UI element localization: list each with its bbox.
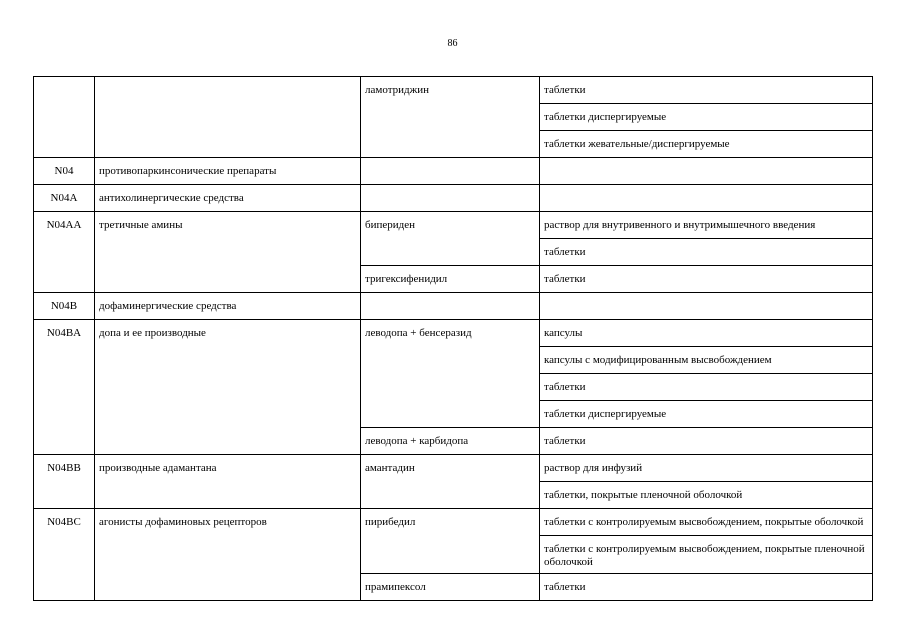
drug-name-cell: бипериден: [361, 212, 540, 266]
drug-name-cell: [361, 158, 540, 185]
dosage-form-cell: таблетки: [540, 77, 873, 104]
group-name-cell: [95, 77, 361, 158]
dosage-form-cell: таблетки: [540, 239, 873, 266]
table-row: [34, 212, 873, 239]
dosage-form-cell: раствор для внутривенного и внутримышечного введения: [540, 212, 873, 239]
table-row: [34, 509, 873, 536]
dosage-form-cell: таблетки, покрытые пленочной оболочкой: [540, 482, 873, 509]
dosage-form-cell: таблетки: [540, 574, 873, 601]
drug-list-table: [33, 76, 873, 601]
group-name-cell: противопаркинсонические препараты: [95, 158, 361, 185]
atc-code-cell: N04B: [34, 293, 95, 320]
table-row: [34, 77, 873, 104]
atc-code-cell: N04: [34, 158, 95, 185]
atc-code-cell: [34, 77, 95, 158]
drug-name-cell: [361, 293, 540, 320]
dosage-form-cell: таблетки жевательные/диспергируемые: [540, 131, 873, 158]
table-row: [34, 158, 873, 185]
page-number: 86: [447, 38, 458, 49]
dosage-form-cell: таблетки с контролируемым высвобождением, покрытые оболочкой: [540, 509, 873, 536]
group-name-cell: производные адамантана: [95, 455, 361, 509]
table-row: [34, 293, 873, 320]
drug-name-cell: леводопа + карбидопа: [361, 428, 540, 455]
dosage-form-cell: капсулы: [540, 320, 873, 347]
dosage-form-cell: таблетки с контролируемым высвобождением, покрытые пленочной оболочкой: [540, 536, 873, 574]
dosage-form-cell: таблетки: [540, 266, 873, 293]
dosage-form-cell: [540, 185, 873, 212]
group-name-cell: третичные амины: [95, 212, 361, 293]
group-name-cell: дофаминергические средства: [95, 293, 361, 320]
drug-name-cell: прамипексол: [361, 574, 540, 601]
table-row: [34, 320, 873, 347]
dosage-form-cell: [540, 293, 873, 320]
atc-code-cell: N04AA: [34, 212, 95, 293]
drug-name-cell: амантадин: [361, 455, 540, 509]
dosage-form-cell: таблетки: [540, 428, 873, 455]
drug-name-cell: [361, 185, 540, 212]
table-row: [34, 455, 873, 482]
drug-name-cell: леводопа + бенсеразид: [361, 320, 540, 428]
drug-name-cell: пирибедил: [361, 509, 540, 574]
group-name-cell: антихолинергические средства: [95, 185, 361, 212]
atc-code-cell: N04BA: [34, 320, 95, 455]
group-name-cell: допа и ее производные: [95, 320, 361, 455]
dosage-form-cell: таблетки диспергируемые: [540, 104, 873, 131]
drug-name-cell: тригексифенидил: [361, 266, 540, 293]
atc-code-cell: N04A: [34, 185, 95, 212]
dosage-form-cell: таблетки диспергируемые: [540, 401, 873, 428]
dosage-form-cell: раствор для инфузий: [540, 455, 873, 482]
group-name-cell: агонисты дофаминовых рецепторов: [95, 509, 361, 601]
table-row: [34, 185, 873, 212]
dosage-form-cell: [540, 158, 873, 185]
atc-code-cell: N04BB: [34, 455, 95, 509]
drug-name-cell: ламотриджин: [361, 77, 540, 158]
dosage-form-cell: таблетки: [540, 374, 873, 401]
atc-code-cell: N04BC: [34, 509, 95, 601]
dosage-form-cell: капсулы с модифицированным высвобождением: [540, 347, 873, 374]
